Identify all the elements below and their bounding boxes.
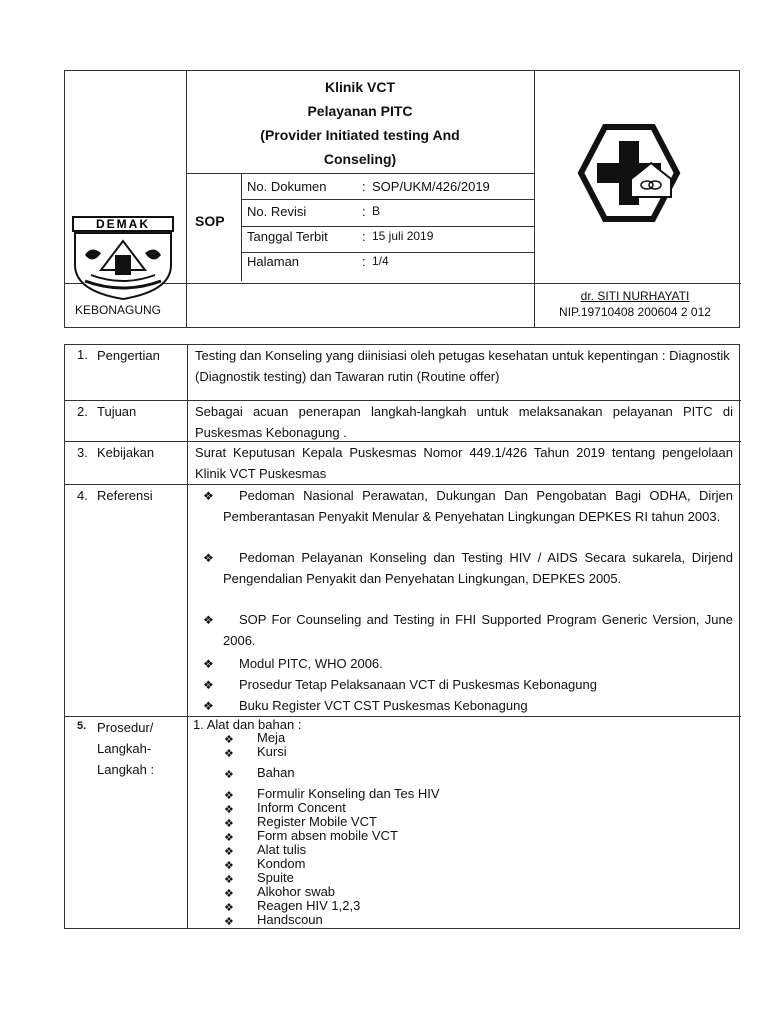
sop-body-table bbox=[64, 344, 740, 929]
sop-label: SOP bbox=[195, 213, 225, 229]
diamond-bullet-icon: ❖ bbox=[224, 804, 234, 816]
diamond-bullet-icon: ❖ bbox=[203, 699, 214, 713]
puskesmas-logo bbox=[577, 123, 681, 223]
diamond-bullet-icon: ❖ bbox=[224, 769, 234, 781]
section-number: 5. bbox=[77, 720, 87, 732]
diamond-bullet-icon: ❖ bbox=[203, 551, 214, 565]
diamond-bullet-icon: ❖ bbox=[203, 489, 214, 503]
logo-word: DEMAK bbox=[96, 217, 150, 231]
procedure-item: Register Mobile VCT bbox=[257, 814, 377, 829]
diamond-bullet-icon: ❖ bbox=[224, 860, 234, 872]
diamond-bullet-icon: ❖ bbox=[224, 916, 234, 928]
section-label-prosedur: Prosedur/ Langkah- Langkah : bbox=[97, 720, 155, 777]
section-label-tujuan: Tujuan bbox=[97, 404, 137, 419]
section-text-pengertian: Testing dan Konseling yang diinisiasi oleh petugas kesehatan untuk kepentingan : Diagnostik (Diagnostik testing) dan Tawaran rutin (Routine offer) bbox=[195, 348, 730, 384]
diamond-bullet-icon: ❖ bbox=[224, 846, 234, 858]
procedure-item: Inform Concent bbox=[257, 800, 346, 815]
diamond-bullet-icon: ❖ bbox=[224, 832, 234, 844]
reference-item: Modul PITC, WHO 2006. bbox=[239, 656, 383, 671]
procedure-item: Bahan bbox=[257, 765, 295, 780]
procedure-item: Reagen HIV 1,2,3 bbox=[257, 898, 361, 913]
section-text-tujuan: Sebagai acuan penerapan langkah-langkah untuk melaksanakan pelayanan PITC di Puskesmas Kebonagung . bbox=[195, 404, 733, 440]
reference-item: Prosedur Tetap Pelaksanaan VCT di Puskesmas Kebonagung bbox=[239, 677, 597, 692]
section-text-kebijakan: Surat Keputusan Kepala Puskesmas Nomor 449.1/426 Tahun 2019 tentang pengelolaan Klinik VCT Puskesmas bbox=[195, 445, 733, 481]
reference-item: Pedoman Pelayanan Konseling dan Testing HIV / AIDS Secara sukarela, Dirjend Pengendalian Penyakit dan Penyehatan Lingkungan, DEPKES 2005. bbox=[223, 550, 733, 586]
procedure-item: Meja bbox=[257, 730, 286, 745]
diamond-bullet-icon: ❖ bbox=[224, 888, 234, 900]
procedure-item: Kondom bbox=[257, 856, 306, 871]
reference-item: Pedoman Nasional Perawatan, Dukungan Dan Pengobatan Bagi ODHA, Dirjen Pemberantasan Penyakit Menular & Penyehatan Lingkungan DEPKES RI tahun 2003. bbox=[223, 488, 733, 524]
section-label-referensi: Referensi bbox=[97, 488, 153, 503]
procedure-item: Kursi bbox=[257, 744, 287, 759]
reference-item: Buku Register VCT CST Puskesmas Kebonagung bbox=[239, 698, 528, 713]
demak-logo bbox=[71, 215, 175, 301]
diamond-bullet-icon: ❖ bbox=[203, 613, 214, 627]
procedure-item: Form absen mobile VCT bbox=[257, 828, 398, 843]
section-label-kebijakan: Kebijakan bbox=[97, 445, 155, 460]
diamond-bullet-icon: ❖ bbox=[224, 902, 234, 914]
diamond-bullet-icon: ❖ bbox=[224, 748, 234, 760]
diamond-bullet-icon: ❖ bbox=[224, 874, 234, 886]
section-number: 2. bbox=[77, 404, 88, 419]
signer-name: dr. SITI NURHAYATI bbox=[580, 289, 690, 303]
diamond-bullet-icon: ❖ bbox=[224, 790, 234, 802]
section-number: 1. bbox=[77, 347, 88, 362]
reference-item: SOP For Counseling and Testing in FHI Supported Program Generic Version, June 2006. bbox=[223, 612, 733, 648]
procedure-item: Handscoun bbox=[257, 912, 323, 927]
procedure-item: Spuite bbox=[257, 870, 294, 885]
procedure-item: Alkohor swab bbox=[257, 884, 336, 899]
procedure-subtitle: 1. Alat dan bahan : bbox=[193, 717, 302, 732]
place-name: KEBONAGUNG bbox=[75, 303, 162, 317]
procedure-item: Formulir Konseling dan Tes HIV bbox=[257, 786, 440, 801]
document-title: Klinik VCT Pelayanan PITC (Provider Initiated testing And Conseling) bbox=[260, 79, 460, 167]
section-number: 4. bbox=[77, 488, 88, 503]
procedure-item: Alat tulis bbox=[257, 842, 307, 857]
section-label-pengertian: Pengertian bbox=[97, 348, 160, 363]
signer-nip: NIP.19710408 200604 2 012 bbox=[559, 305, 711, 319]
diamond-bullet-icon: ❖ bbox=[203, 657, 214, 671]
diamond-bullet-icon: ❖ bbox=[224, 818, 234, 830]
diamond-bullet-icon: ❖ bbox=[224, 734, 234, 746]
sop-header-table: Klinik VCT Pelayanan PITC (Provider Initiated testing And Conseling) SOP No. Dokumen : SOP/UKM/426/2019 No. Revisi : B Tanggal Terbit : 15 juli 2019 Halaman : 1/4 DEMAK KEBONAGUNG dr. SITI NURHAYATI NIP.19710408 200604 2 012 bbox=[64, 70, 740, 328]
diamond-bullet-icon: ❖ bbox=[203, 678, 214, 692]
section-number: 3. bbox=[77, 445, 88, 460]
